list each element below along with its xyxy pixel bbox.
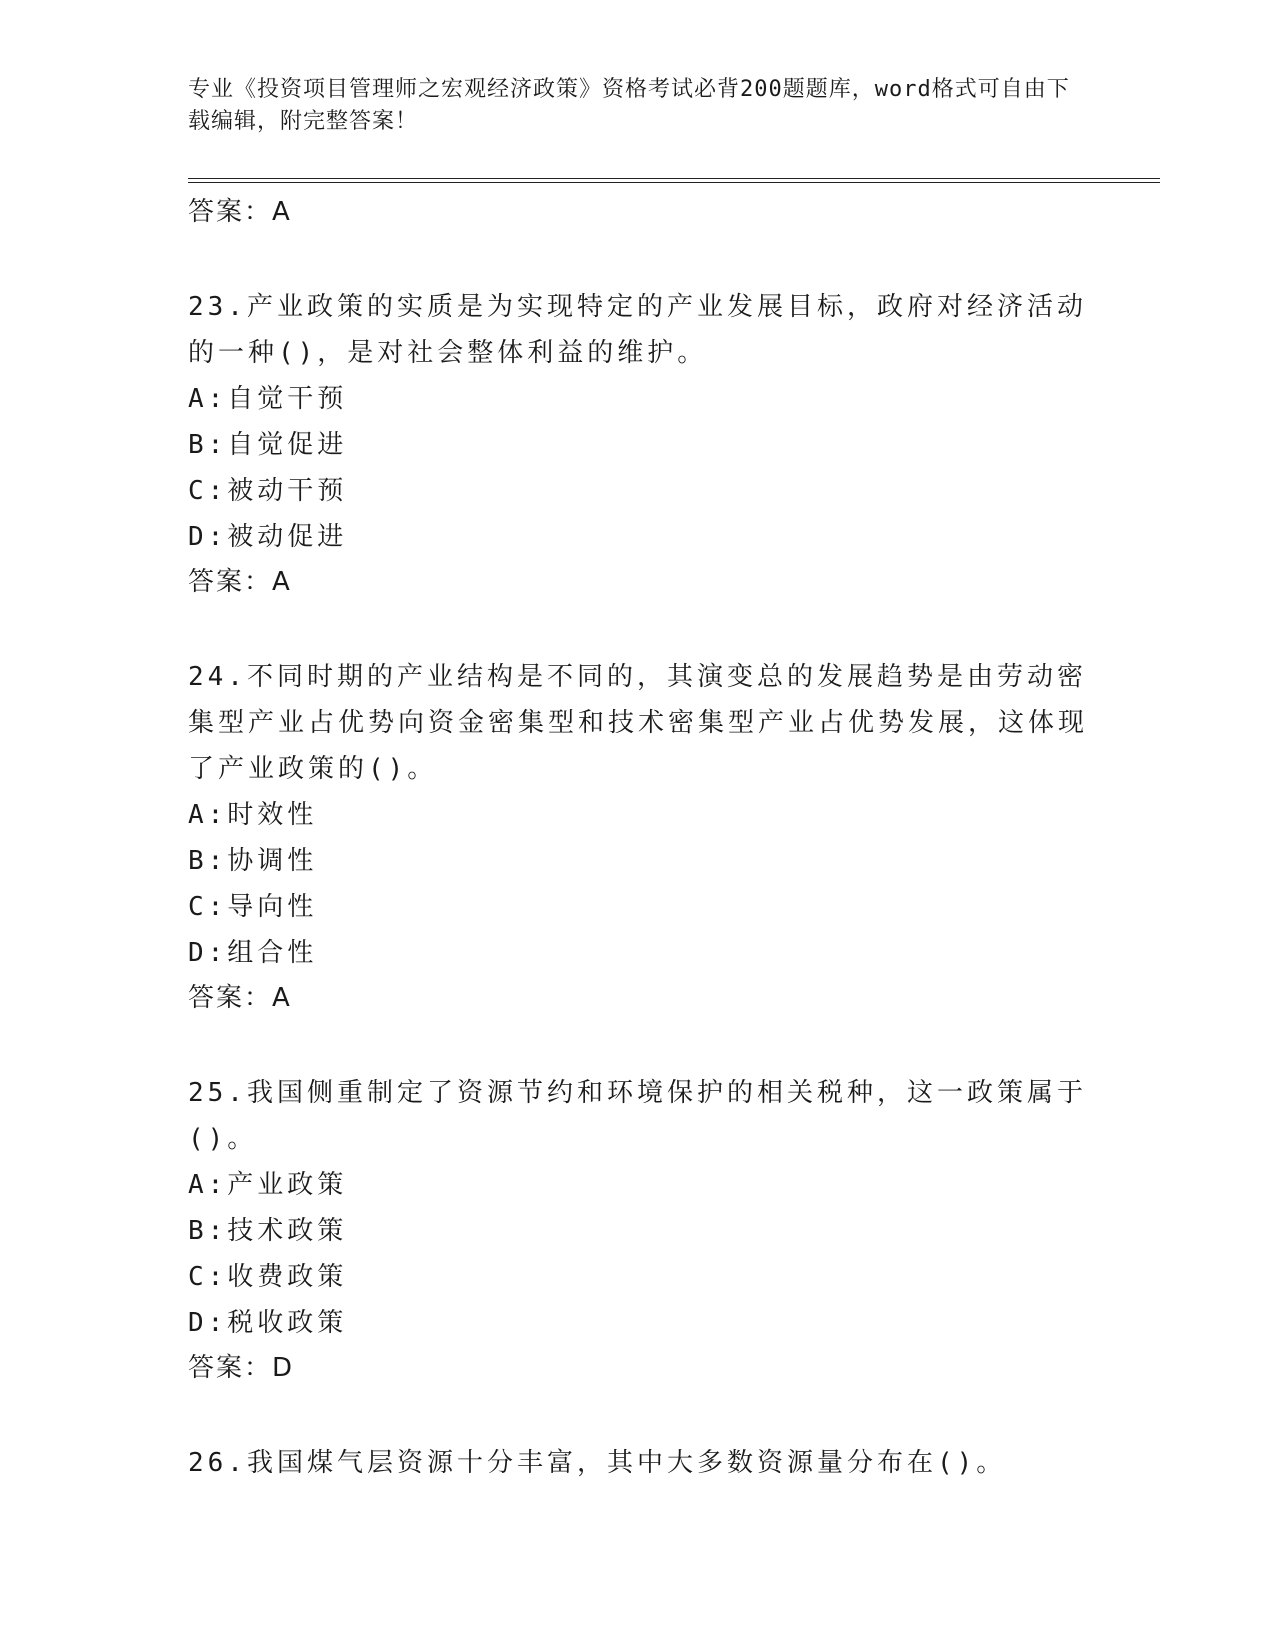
question-23 <box>188 284 1088 604</box>
question-stem: 23.产业政策的实质是为实现特定的产业发展目标，政府对经济活动的一种()，是对社会整体利益的维护。 <box>188 292 1087 368</box>
option-c: C:导向性 <box>188 892 318 922</box>
option-a: A:产业政策 <box>188 1170 348 1200</box>
option-b: B:协调性 <box>188 846 318 876</box>
question-list <box>188 190 1088 1486</box>
option-d: D:组合性 <box>188 938 318 968</box>
option-c: C:被动干预 <box>188 476 348 506</box>
answer-line: 答案：D <box>188 1353 295 1383</box>
header-divider <box>188 178 1160 183</box>
option-d: D:被动促进 <box>188 522 348 552</box>
question-26 <box>188 1440 1088 1486</box>
option-c: C:收费政策 <box>188 1262 348 1292</box>
option-b: B:技术政策 <box>188 1216 348 1246</box>
question-stem: 24.不同时期的产业结构是不同的，其演变总的发展趋势是由劳动密集型产业占优势向资金密集型和技术密集型产业占优势发展，这体现了产业政策的()。 <box>188 662 1089 784</box>
question-stem: 25.我国侧重制定了资源节约和环境保护的相关税种，这一政策属于()。 <box>188 1078 1087 1154</box>
question-stem: 26.我国煤气层资源十分丰富，其中大多数资源量分布在()。 <box>188 1448 1007 1478</box>
answer-line: 答案：A <box>188 197 292 227</box>
question-25 <box>188 1070 1088 1390</box>
answer-line: 答案：A <box>188 983 292 1013</box>
document-header: 专业《投资项目管理师之宏观经济政策》资格考试必背200题题库，word格式可自由下载编辑，附完整答案！ <box>188 77 1070 134</box>
question-24 <box>188 654 1088 1020</box>
answer-line: 答案：A <box>188 567 292 597</box>
option-b: B:自觉促进 <box>188 430 348 460</box>
option-d: D:税收政策 <box>188 1308 348 1338</box>
option-a: A:自觉干预 <box>188 384 348 414</box>
option-a: A:时效性 <box>188 800 318 830</box>
